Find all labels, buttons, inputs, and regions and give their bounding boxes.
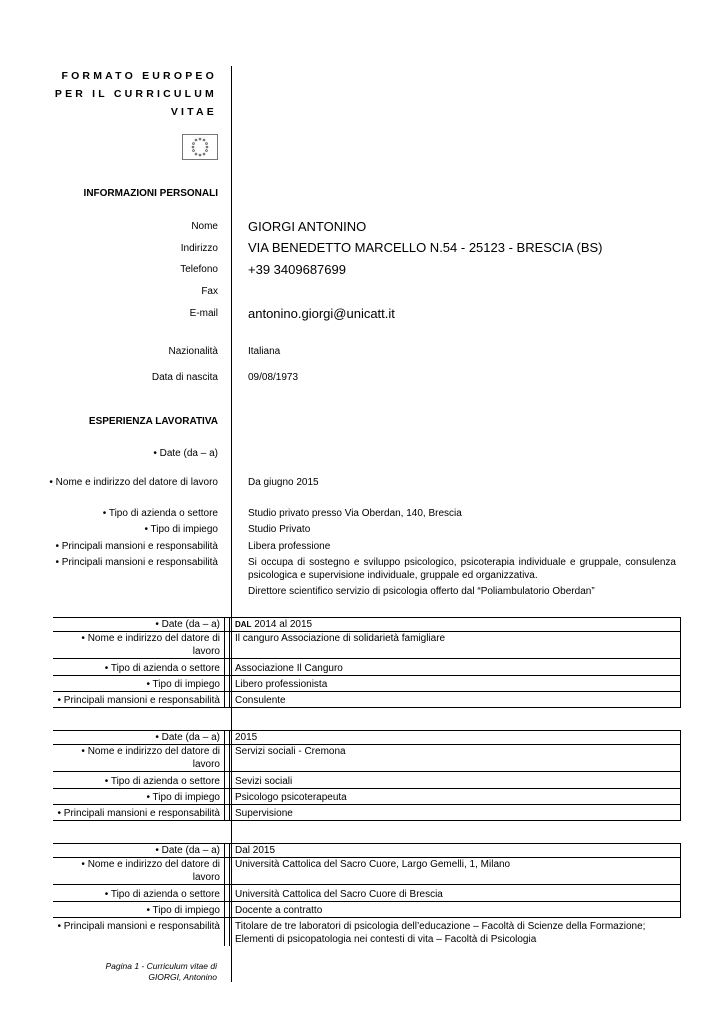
- address-value: VIA BENEDETTO MARCELLO N.54 - 25123 - BRESCIA (BS): [248, 240, 603, 255]
- email-label: E-mail: [189, 308, 218, 319]
- first-duties-label-2: • Principali mansioni e responsabilità: [55, 557, 218, 568]
- date-label: • Date (da – a): [53, 844, 225, 858]
- table-row: [53, 692, 681, 708]
- table-row: [53, 789, 681, 805]
- table-row: [53, 745, 681, 772]
- first-duties-label-1: • Principali mansioni e responsabilità: [55, 541, 218, 552]
- employer-label: • Nome e indirizzo del datore di lavoro: [53, 745, 225, 772]
- type-label: • Tipo di impiego: [53, 902, 225, 918]
- experience-entry-1: [53, 617, 681, 708]
- duties-label: • Principali mansioni e responsabilità: [53, 805, 225, 821]
- employer-value: Università Cattolica del Sacro Cuore, Largo Gemelli, 1, Milano: [230, 858, 681, 885]
- type-value: Psicologo psicoterapeuta: [230, 789, 681, 805]
- sector-label: • Tipo di azienda o settore: [53, 772, 225, 789]
- first-duties-value-2: Si occupa di sostegno e sviluppo psicologico, psicoterapia individuale e gruppale, consulenza psicologica e supervisione individuale, gruppale ed organizzativa.: [248, 557, 676, 581]
- date-value: 2015: [230, 731, 681, 745]
- email-value: antonino.giorgi@unicatt.it: [248, 306, 395, 321]
- work-experience-heading: ESPERIENZA LAVORATIVA: [88, 416, 218, 427]
- duties-value: Supervisione: [230, 805, 681, 821]
- table-row: [53, 659, 681, 676]
- nationality-value: Italiana: [248, 346, 281, 357]
- employer-value: Il canguro Associazione di solidarietà famigliare: [230, 632, 681, 659]
- type-label: • Tipo di impiego: [53, 676, 225, 692]
- footer-line-1: Pagina 1 - Curriculum vitae di: [105, 961, 217, 971]
- employer-label: • Nome e indirizzo del datore di lavoro: [53, 858, 225, 885]
- page-footer: [106, 961, 218, 983]
- footer-line-2: GIORGI, Antonino: [148, 972, 217, 982]
- date-value: Dal 2015: [230, 844, 681, 858]
- first-duties-value-1: Libera professione: [248, 541, 331, 552]
- first-duties-value-extra: Direttore scientifico servizio di psicologia offerto dal “Poliambulatorio Oberdan”: [248, 586, 595, 597]
- phone-label: Telefono: [180, 264, 218, 275]
- date-label: • Date (da – a): [53, 731, 225, 745]
- table-row: [53, 918, 681, 947]
- first-employer-label: • Nome e indirizzo del datore di lavoro: [49, 477, 218, 488]
- cv-title-line-2: PER IL CURRICULUM: [54, 88, 217, 100]
- employer-value: Servizi sociali - Cremona: [230, 745, 681, 772]
- name-label: Nome: [191, 221, 218, 232]
- sector-label: • Tipo di azienda o settore: [53, 885, 225, 902]
- employer-label: • Nome e indirizzo del datore di lavoro: [53, 632, 225, 659]
- table-row: [53, 844, 681, 858]
- duties-label: • Principali mansioni e responsabilità: [53, 692, 225, 708]
- table-row: [53, 731, 681, 745]
- experience-entry-3: [53, 843, 681, 946]
- table-row: [53, 902, 681, 918]
- type-value: Libero professionista: [230, 676, 681, 692]
- fax-label: Fax: [201, 286, 218, 297]
- table-row: [53, 676, 681, 692]
- first-type-label: • Tipo di impiego: [144, 524, 218, 535]
- first-type-value: Studio Privato: [248, 524, 311, 535]
- nationality-label: Nazionalità: [168, 346, 218, 357]
- cv-title-line-3: VITAE: [170, 106, 217, 118]
- duties-value: Titolare de tre laboratori di psicologia dell’educazione – Facoltà di Scienze della Formazione; Elementi di psicopatologia nei contesti di vita – Facoltà di Psicologia: [230, 918, 681, 947]
- sector-value: Università Cattolica del Sacro Cuore di Brescia: [230, 885, 681, 902]
- personal-info-heading: INFORMAZIONI PERSONALI: [83, 188, 218, 199]
- first-sector-value: Studio privato presso Via Oberdan, 140, Brescia: [248, 508, 462, 519]
- first-date-label: • Date (da – a): [153, 448, 218, 459]
- table-row: [53, 618, 681, 632]
- name-value: GIORGI ANTONINO: [248, 219, 367, 234]
- date-label: • Date (da – a): [53, 618, 225, 632]
- date-value: DAL 2014 al 2015: [230, 618, 681, 632]
- sector-value: Associazione Il Canguro: [230, 659, 681, 676]
- cv-title-line-1: FORMATO EUROPEO: [61, 70, 217, 82]
- birth-date-label: Data di nascita: [151, 372, 218, 383]
- phone-value: +39 3409687699: [248, 262, 346, 277]
- birth-date-value: 09/08/1973: [248, 372, 299, 383]
- table-row: [53, 632, 681, 659]
- sector-value: Sevizi sociali: [230, 772, 681, 789]
- table-row: [53, 858, 681, 885]
- table-row: [53, 772, 681, 789]
- address-label: Indirizzo: [180, 243, 218, 254]
- first-sector-label: • Tipo di azienda o settore: [102, 508, 218, 519]
- experience-entry-2: [53, 730, 681, 821]
- table-row: [53, 805, 681, 821]
- table-row: [53, 885, 681, 902]
- type-label: • Tipo di impiego: [53, 789, 225, 805]
- first-employer-value: Da giugno 2015: [248, 477, 319, 488]
- type-value: Docente a contratto: [230, 902, 681, 918]
- duties-value: Consulente: [230, 692, 681, 708]
- eu-flag-icon: [182, 134, 218, 160]
- sector-label: • Tipo di azienda o settore: [53, 659, 225, 676]
- duties-label: • Principali mansioni e responsabilità: [53, 918, 225, 947]
